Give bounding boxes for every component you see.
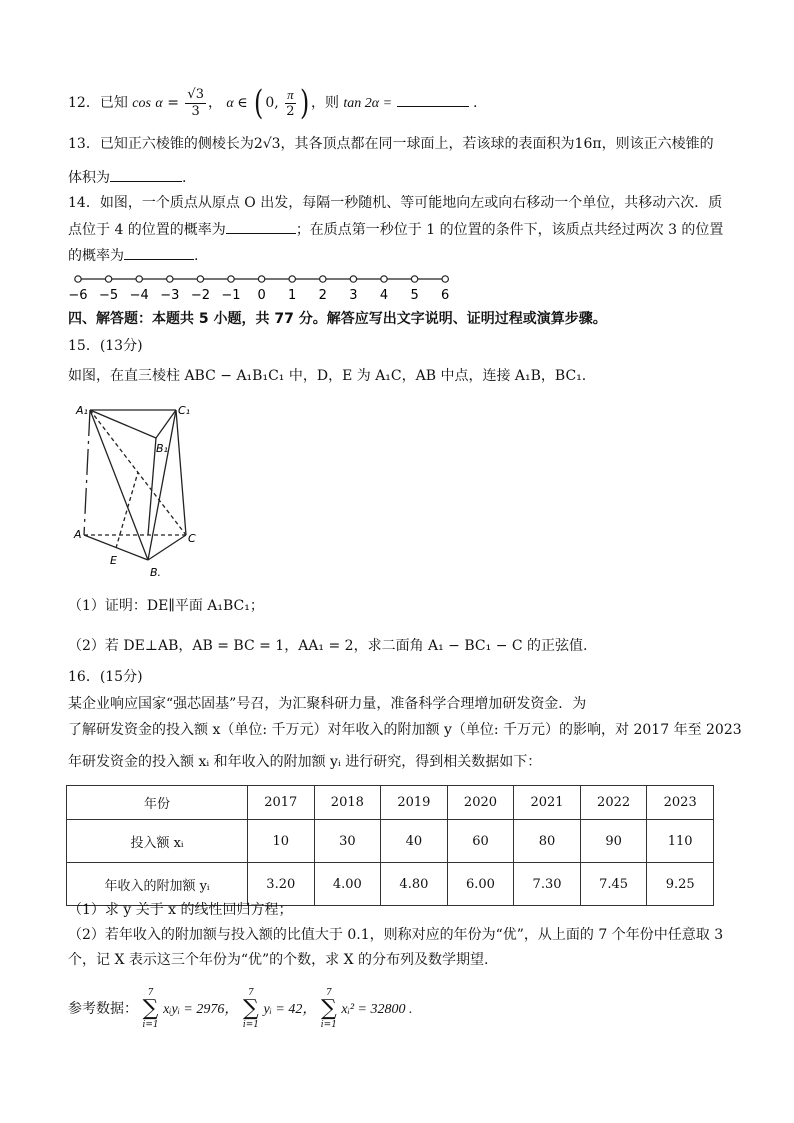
- prism-figure: [68, 400, 208, 585]
- edge-C1C: [176, 410, 186, 535]
- sum-symbol: [142, 988, 158, 1030]
- edge-CB: [148, 535, 186, 560]
- table-cell: 2017: [248, 786, 315, 820]
- table-cell: 7.30: [514, 863, 581, 906]
- question-16-line3: 年研发资金的投入额 xᵢ 和年收入的附加额 yᵢ 进行研究，得到相关数据如下：: [68, 754, 542, 770]
- left-paren: (: [254, 83, 264, 123]
- number-line-label: −5: [99, 288, 119, 303]
- tan-expression: tan 2α =: [343, 96, 393, 111]
- question-15-part1: （1）证明：DE∥平面 A₁BC₁；: [68, 598, 264, 614]
- table-cell: 2018: [314, 786, 381, 820]
- number-line-point: [350, 276, 356, 282]
- fraction-pi-over-2: [285, 87, 296, 120]
- number-line-point: [75, 276, 81, 282]
- numerator: π: [287, 86, 294, 102]
- interval-start: 0,: [265, 95, 279, 111]
- table-cell: 110: [647, 820, 714, 863]
- label-E: E: [110, 554, 117, 567]
- number-line-label: 3: [349, 288, 358, 303]
- table-cell: 投入额 xᵢ: [67, 820, 248, 863]
- question-14-line3: [68, 245, 734, 266]
- table-cell: 40: [381, 820, 448, 863]
- sigma: ∑: [243, 996, 259, 1021]
- reference-y-sum: yᵢ = 42，: [263, 1002, 317, 1017]
- number-line-point: [289, 276, 295, 282]
- label-A1: A₁: [76, 404, 88, 417]
- question-number: 12．: [68, 95, 100, 111]
- label-C1: C₁: [178, 404, 191, 417]
- question-16-line2: 了解研发资金的投入额 x（单位: 千万元）对年收入的附加额 y（单位: 千万元）的影响，对 2017 年至 2023: [68, 722, 742, 738]
- number-line-point: [258, 276, 264, 282]
- question-16-part2a: （2）若年收入的附加额与投入额的比值大于 0.1，则称对应的年份为“优”，从上面的 7 个年份中任意取 3: [68, 927, 724, 943]
- question-14-line2: [68, 219, 734, 240]
- number-line-point: [411, 276, 417, 282]
- sum-lower: i=1: [320, 1020, 337, 1030]
- number-line-label: 5: [410, 288, 419, 303]
- sum-lower: i=1: [142, 1020, 159, 1030]
- edge-A1B1: [90, 410, 156, 438]
- table-cell: 2023: [647, 786, 714, 820]
- sum-lower: i=1: [242, 1020, 259, 1030]
- answer-blank[interactable]: [124, 245, 194, 260]
- table-cell: 10: [248, 820, 315, 863]
- question-13-line2: [68, 167, 734, 188]
- number-line-points: [68, 276, 449, 303]
- number-line-point: [136, 276, 142, 282]
- table-cell: 6.00: [447, 863, 514, 906]
- denominator: 3: [191, 103, 200, 119]
- table-header-row: [67, 786, 714, 820]
- reference-xy-sum: xᵢyᵢ = 2976，: [163, 1002, 239, 1017]
- question-14-line1: 14．如图，一个质点从原点 O 出发，每隔一秒随机、等可能地向左或向右移动一个单位，共移动六次．质: [68, 195, 723, 211]
- question-12: [68, 83, 734, 123]
- right-paren: ): [299, 83, 309, 123]
- number-line-label: 2: [318, 288, 327, 303]
- alpha-symbol: α: [155, 96, 163, 111]
- reference-x2-sum: xᵢ² = 32800 .: [341, 1002, 413, 1017]
- table-row: [67, 820, 714, 863]
- answer-blank[interactable]: [226, 219, 296, 234]
- sum-upper: 7: [325, 988, 332, 998]
- question-15-intro: 如图，在直三棱柱 ABC − A₁B₁C₁ 中，D，E 为 A₁C，AB 中点，连接 A₁B，BC₁.: [68, 368, 587, 384]
- number-line-point: [197, 276, 203, 282]
- question-16-heading: 16．(15分): [68, 669, 143, 685]
- number-line-label: −6: [68, 288, 88, 303]
- fraction-sqrt3-over-3: [185, 87, 206, 120]
- table-cell: 3.20: [248, 863, 315, 906]
- text: 已知: [99, 95, 128, 111]
- denominator: 2: [286, 103, 295, 119]
- table-cell: 80: [514, 820, 581, 863]
- text: ，则: [310, 95, 339, 111]
- number-line-label: 6: [441, 288, 450, 303]
- number-line-label: 4: [379, 288, 389, 303]
- table-cell: 90: [580, 820, 647, 863]
- text: 的概率为: [68, 248, 124, 264]
- segment-DE: [116, 472, 138, 548]
- table-cell: 2021: [514, 786, 581, 820]
- question-16-part1: （1）求 y 关于 x 的线性回归方程；: [68, 902, 293, 918]
- table-cell: 年份: [67, 786, 248, 820]
- number-line-label: 0: [257, 288, 266, 303]
- number-line-label: 1: [288, 288, 297, 303]
- table-cell: 4.80: [381, 863, 448, 906]
- number-line-label: −1: [221, 288, 241, 303]
- number-line-label: −4: [129, 288, 149, 303]
- sigma: ∑: [142, 996, 159, 1021]
- number-line-point: [381, 276, 387, 282]
- label-C: C: [188, 532, 196, 545]
- number-line-point: [105, 276, 111, 282]
- equals: =: [167, 95, 179, 111]
- table-cell: 4.00: [314, 863, 381, 906]
- number-line-figure: [68, 272, 468, 306]
- question-16-line1: 某企业响应国家“强芯固基”号召，为汇聚科研力量，准备科学合理增加研发资金．为: [68, 696, 587, 712]
- table-cell: 2022: [580, 786, 647, 820]
- label-B: B.: [150, 566, 162, 579]
- question-13-line1: 13．已知正六棱锥的侧棱长为2√3，其各顶点都在同一球面上，若该球的表面积为16π，则该正六棱锥的: [68, 136, 714, 152]
- sum-upper: 7: [147, 988, 154, 998]
- table-cell: 30: [314, 820, 381, 863]
- period: .: [473, 95, 478, 111]
- label-B1: B₁: [156, 442, 168, 455]
- number-line-point: [228, 276, 234, 282]
- cos-symbol: cos: [132, 96, 151, 111]
- text: 点位于 4 的位置的概率为: [68, 222, 226, 238]
- number-line-point: [320, 276, 326, 282]
- section-4-heading: 四、解答题：本题共 5 小题，共 77 分。解答应写出文字说明、证明过程或演算步骤。: [68, 311, 607, 327]
- answer-blank[interactable]: [397, 92, 469, 107]
- number-line-point: [442, 276, 448, 282]
- table-cell: 60: [447, 820, 514, 863]
- table-cell: 2019: [381, 786, 448, 820]
- alpha-in: α ∈: [226, 96, 248, 111]
- sum-symbol: [321, 988, 337, 1030]
- text: 体积为: [68, 170, 110, 186]
- period: .: [194, 248, 199, 264]
- table-cell: 2020: [447, 786, 514, 820]
- reference-label: 参考数据：: [68, 1001, 138, 1017]
- text: ；在质点第一秒位于 1 的位置的条件下，该质点共经过两次 3 的位置: [295, 222, 724, 238]
- table-cell: 年收入的附加额 yᵢ: [67, 863, 248, 906]
- question-15-part2: （2）若 DE⊥AB，AB = BC = 1，AA₁ = 2，求二面角 A₁ − BC₁ − C 的正弦值.: [68, 638, 588, 654]
- sigma: ∑: [321, 996, 337, 1021]
- period: .: [182, 170, 187, 186]
- reference-data: [68, 988, 734, 1030]
- answer-blank[interactable]: [110, 167, 182, 182]
- table-cell: 7.45: [580, 863, 647, 906]
- question-16-part2b: 个，记 X 表示这三个年份为“优”的个数，求 X 的分布列及数学期望.: [68, 952, 489, 968]
- number-line-point: [167, 276, 173, 282]
- research-data-table: [66, 785, 714, 906]
- table-cell: 9.25: [647, 863, 714, 906]
- number-line-label: −2: [190, 288, 210, 303]
- question-15-heading: 15．(13分): [68, 338, 143, 354]
- numerator: √3: [187, 86, 204, 102]
- sum-symbol: [243, 988, 259, 1030]
- number-line-label: −3: [160, 288, 180, 303]
- label-A: A: [74, 528, 82, 541]
- sum-upper: 7: [248, 988, 254, 998]
- edge-A1A: [84, 410, 90, 535]
- comma: ，: [207, 95, 222, 111]
